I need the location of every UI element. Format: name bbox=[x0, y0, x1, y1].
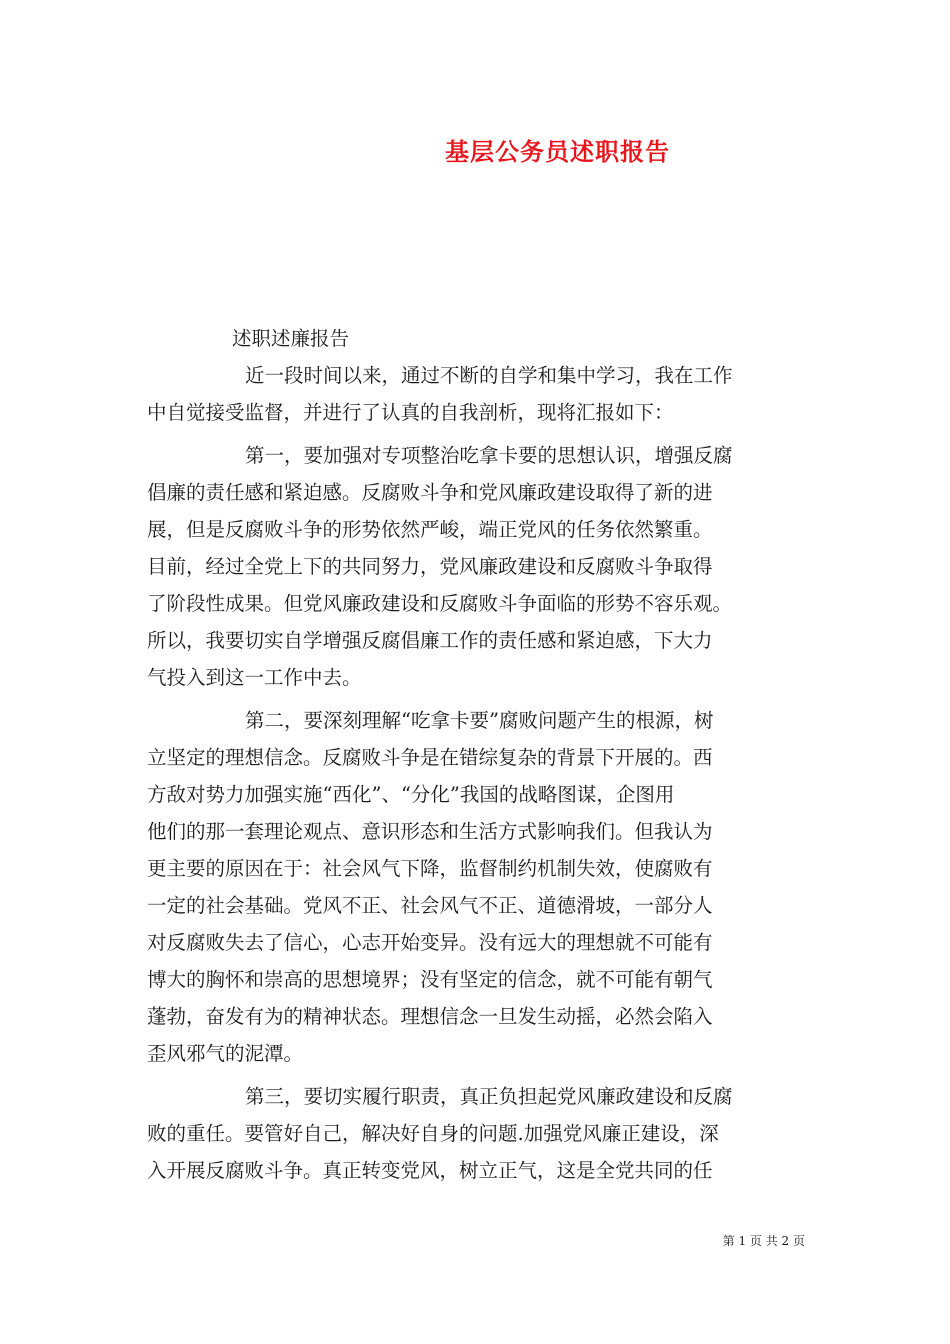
para2-line: 歪风邪气的泥潭。 bbox=[147, 1042, 304, 1065]
para2-line: 更主要的原因在于：社会风气下降，监督制约机制失效，使腐败有 bbox=[147, 857, 713, 880]
intro-line: 中自觉接受监督，并进行了认真的自我剖析，现将汇报如下： bbox=[147, 401, 674, 424]
para1-line: 展，但是反腐败斗争的形势依然严峻，端正党风的任务依然繁重。 bbox=[147, 518, 713, 541]
para1-line: 目前，经过全党上下的共同努力，党风廉政建设和反腐败斗争取得 bbox=[147, 555, 713, 578]
para2-line: 他们的那一套理论观点、意识形态和生活方式影响我们。但我认为 bbox=[147, 820, 713, 843]
para1-line: 了阶段性成果。但党风廉政建设和反腐败斗争面临的形势不容乐观。 bbox=[147, 592, 733, 615]
para1-line: 所以，我要切实自学增强反腐倡廉工作的责任感和紧迫感，下大力 bbox=[147, 629, 713, 652]
page-number: 第 1 页 共 2 页 bbox=[722, 1234, 805, 1248]
para2-line: 蓬勃，奋发有为的精神状态。理想信念一旦发生动摇，必然会陷入 bbox=[147, 1005, 713, 1028]
para2-line: 立坚定的理想信念。反腐败斗争是在错综复杂的背景下开展的。西 bbox=[147, 746, 713, 769]
para1-line: 倡廉的责任感和紧迫感。反腐败斗争和党风廉政建设取得了新的进 bbox=[147, 481, 713, 504]
para3-line: 第三，要切实履行职责，真正负担起党风廉政建设和反腐 bbox=[245, 1085, 733, 1108]
para2-line: 对反腐败失去了信心，心志开始变异。没有远大的理想就不可能有 bbox=[147, 931, 713, 954]
para3-line: 入开展反腐败斗争。真正转变党风，树立正气，这是全党共同的任 bbox=[147, 1159, 713, 1182]
para2-line: 方敌对势力加强实施“西化”、“分化”我国的战略图谋，企图用 bbox=[147, 783, 675, 806]
document-title: 基层公务员述职报告 bbox=[445, 137, 670, 166]
para1-line: 第一，要加强对专项整治吃拿卡要的思想认识，增强反腐 bbox=[245, 444, 733, 467]
para2-line: 第二，要深刻理解“吃拿卡要”腐败问题产生的根源，树 bbox=[245, 709, 714, 732]
para1-line: 气投入到这一工作中去。 bbox=[147, 666, 362, 689]
para2-line: 一定的社会基础。党风不正、社会风气不正、道德滑坡，一部分人 bbox=[147, 894, 713, 917]
para3-line: 败的重任。要管好自己，解决好自身的问题.加强党风廉正建设，深 bbox=[147, 1122, 719, 1145]
subtitle: 述职述廉报告 bbox=[232, 327, 350, 350]
intro-line: 近一段时间以来，通过不断的自学和集中学习，我在工作 bbox=[245, 364, 733, 387]
para2-line: 博大的胸怀和崇高的思想境界；没有坚定的信念，就不可能有朝气 bbox=[147, 968, 713, 991]
document-body bbox=[147, 320, 803, 1189]
